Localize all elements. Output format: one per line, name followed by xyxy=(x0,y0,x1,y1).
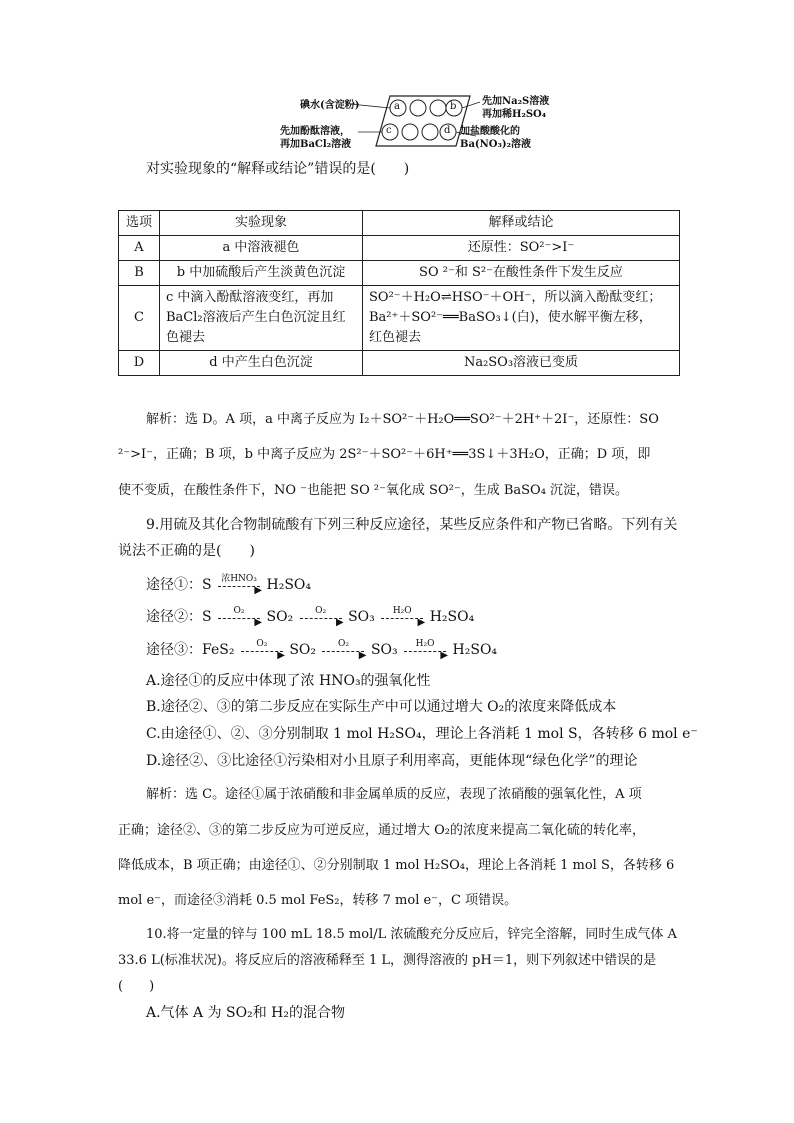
row-phenomenon: d 中产生白色沉淀 xyxy=(160,351,363,376)
header-option: 选项 xyxy=(119,211,160,236)
well-d-label: d xyxy=(444,125,451,136)
table-row xyxy=(119,351,680,376)
analysis9-line1: 解析：选 C。途径①属于浓硝酸和非金属单质的反应，表现了浓硝酸的强氧化性，A 项 xyxy=(146,787,642,802)
route3-reagent2: O₂ xyxy=(337,639,349,649)
analysis8-line1: 解析：选 D。A 项，a 中离子反应为 I₂＋SO²⁻＋H₂O══SO²⁻＋2H⁺＋2I⁻，还原性：SO xyxy=(146,412,659,427)
q10-stem2: 33.6 L(标准状况)。将反应后的溶液稀释至 1 L，测得溶液的 pH＝1，则下列叙述中错误的是 xyxy=(118,953,657,968)
row-option: D xyxy=(119,351,160,376)
row-phenomenon: a 中溶液褪色 xyxy=(160,236,363,261)
q9-option-a: A.途径①的反应中体现了浓 HNO₃的强氧化性 xyxy=(146,673,431,689)
row-option: B xyxy=(119,261,160,286)
analysis8-line3: 使不变质，在酸性条件下，NO ⁻也能把 SO ²⁻氧化成 SO²⁻，生成 BaSO₄ 沉淀，错误。 xyxy=(118,483,629,498)
q9-route3 xyxy=(146,640,497,660)
question-intro: 对实验现象的“解释或结论”错误的是( ) xyxy=(146,161,410,177)
route2-arrow1: O₂ ▶ xyxy=(216,609,262,625)
q9-stem1: 9.用硫及其化合物制硫酸有下列三种反应途径，某些反应条件和产物已省略。下列有关 xyxy=(146,517,678,533)
fig-label-bano3: Ba(NO₃)₂溶液 xyxy=(460,139,532,150)
route3-label: 途径③：FeS₂ xyxy=(146,642,235,658)
q9-option-c: C.由途径①、②、③分别制取 1 mol H₂SO₄，理论上各消耗 1 mol S，各转移 6 mol e⁻ xyxy=(146,726,698,742)
header-phenomenon: 实验现象 xyxy=(160,211,363,236)
row-phenomenon: b 中加硫酸后产生淡黄色沉淀 xyxy=(160,261,363,286)
table-row xyxy=(119,261,680,286)
route2-arrow3: H₂O ▶ xyxy=(379,609,425,625)
route1-reagent: 浓HNO₃ xyxy=(221,574,257,584)
table-header-row xyxy=(119,211,680,236)
route3-arrow1: O₂ ▶ xyxy=(239,642,285,658)
row-option: C xyxy=(119,286,160,351)
row-conclusion: SO ²⁻和 S²⁻在酸性条件下发生反应 xyxy=(363,261,680,286)
q9-stem2: 说法不正确的是( ) xyxy=(118,543,255,559)
route3-reagent3: H₂O xyxy=(415,639,435,649)
route2-label: 途径②：S xyxy=(146,609,212,625)
fig-label-h2so4: 再加稀H₂SO₄ xyxy=(482,109,547,120)
q10-stem3: ( ) xyxy=(118,979,155,994)
conclusion-line: Ba²⁺＋SO²⁻══BaSO₃↓(白)，使水解平衡左移， xyxy=(369,310,652,325)
q10-stem1: 10.将一定量的锌与 100 mL 18.5 mol/L 浓硫酸充分反应后，锌完全溶解，同时生成气体 A xyxy=(146,927,677,942)
q9-option-b: B.途径②、③的第二步反应在实际生产中可以通过增大 O₂的浓度来降低成本 xyxy=(146,699,617,715)
analysis8-line2: ²⁻>I⁻，正确；B 项，b 中离子反应为 2S²⁻＋SO²⁻＋6H⁺══3S↓＋3H₂O，正确；D 项，即 xyxy=(118,447,651,462)
fig-label-hcl: 加盐酸酸化的 xyxy=(460,126,520,137)
row-option: A xyxy=(119,236,160,261)
row-conclusion xyxy=(363,286,680,351)
conclusion-line: SO²⁻＋H₂O⇌HSO⁻＋OH⁻，所以滴入酚酞变红； xyxy=(369,290,662,305)
row-phenomenon: c 中滴入酚酞溶液变红，再加 BaCl₂溶液后产生白色沉淀且红色褪去 xyxy=(160,286,363,351)
route2-product2: SO₃ xyxy=(348,609,375,625)
header-conclusion: 解释或结论 xyxy=(363,211,680,236)
fig-label-phenolphthalein: 先加酚酞溶液， xyxy=(280,126,350,137)
conclusion-line: 红色褪去 xyxy=(369,330,422,345)
well-b-label: b xyxy=(450,101,457,112)
well-c-label: c xyxy=(386,125,392,136)
q9-route2 xyxy=(146,607,474,627)
analysis9-line2: 正确；途径②、③的第二步反应为可逆反应，通过增大 O₂的浓度来提高二氧化硫的转化率， xyxy=(118,823,646,838)
fig-label-iodine: 碘水(含淀粉) xyxy=(300,100,360,111)
row-conclusion: Na₂SO₃溶液已变质 xyxy=(363,351,680,376)
fig-label-na2s: 先加Na₂S溶液 xyxy=(482,96,550,107)
route1-arrow: 浓HNO₃ ▶ xyxy=(216,577,262,593)
route2-reagent2: O₂ xyxy=(315,606,327,616)
route2-reagent3: H₂O xyxy=(392,606,412,616)
analysis9-line4: mol e⁻，而途径③消耗 0.5 mol FeS₂，转移 7 mol e⁻，C 项错误。 xyxy=(118,893,518,908)
route2-reagent1: O₂ xyxy=(233,606,245,616)
route3-product2: SO₃ xyxy=(370,642,398,658)
route3-reagent1: O₂ xyxy=(256,639,268,649)
analysis9-line3: 降低成本，B 项正确；由途径①、②分别制取 1 mol H₂SO₄，理论上各消耗 1 mol S，各转移 6 xyxy=(118,858,675,873)
route3-arrow3: H₂O ▶ xyxy=(402,642,448,658)
route1-label: 途径①：S xyxy=(146,577,212,593)
q9-option-d: D.途径②、③比途径①污染相对小且原子利用率高，更能体现“绿色化学”的理论 xyxy=(146,753,638,769)
table-row xyxy=(119,236,680,261)
q9-route1 xyxy=(146,575,311,595)
route1-product: H₂SO₄ xyxy=(266,577,312,593)
route3-product1: SO₂ xyxy=(289,642,317,658)
options-table xyxy=(118,210,680,376)
q10-option-a: A.气体 A 为 SO₂和 H₂的混合物 xyxy=(146,1005,345,1021)
route2-product3: H₂SO₄ xyxy=(429,609,475,625)
route2-arrow2: O₂ ▶ xyxy=(298,609,344,625)
row-conclusion: 还原性：SO²⁻>I⁻ xyxy=(363,236,680,261)
route3-product3: H₂SO₄ xyxy=(452,642,498,658)
table-row xyxy=(119,286,680,351)
route3-arrow2: O₂ ▶ xyxy=(320,642,366,658)
fig-label-bacl2: 再加BaCl₂溶液 xyxy=(280,139,352,150)
well-a-label: a xyxy=(394,101,400,112)
route2-product1: SO₂ xyxy=(266,609,294,625)
